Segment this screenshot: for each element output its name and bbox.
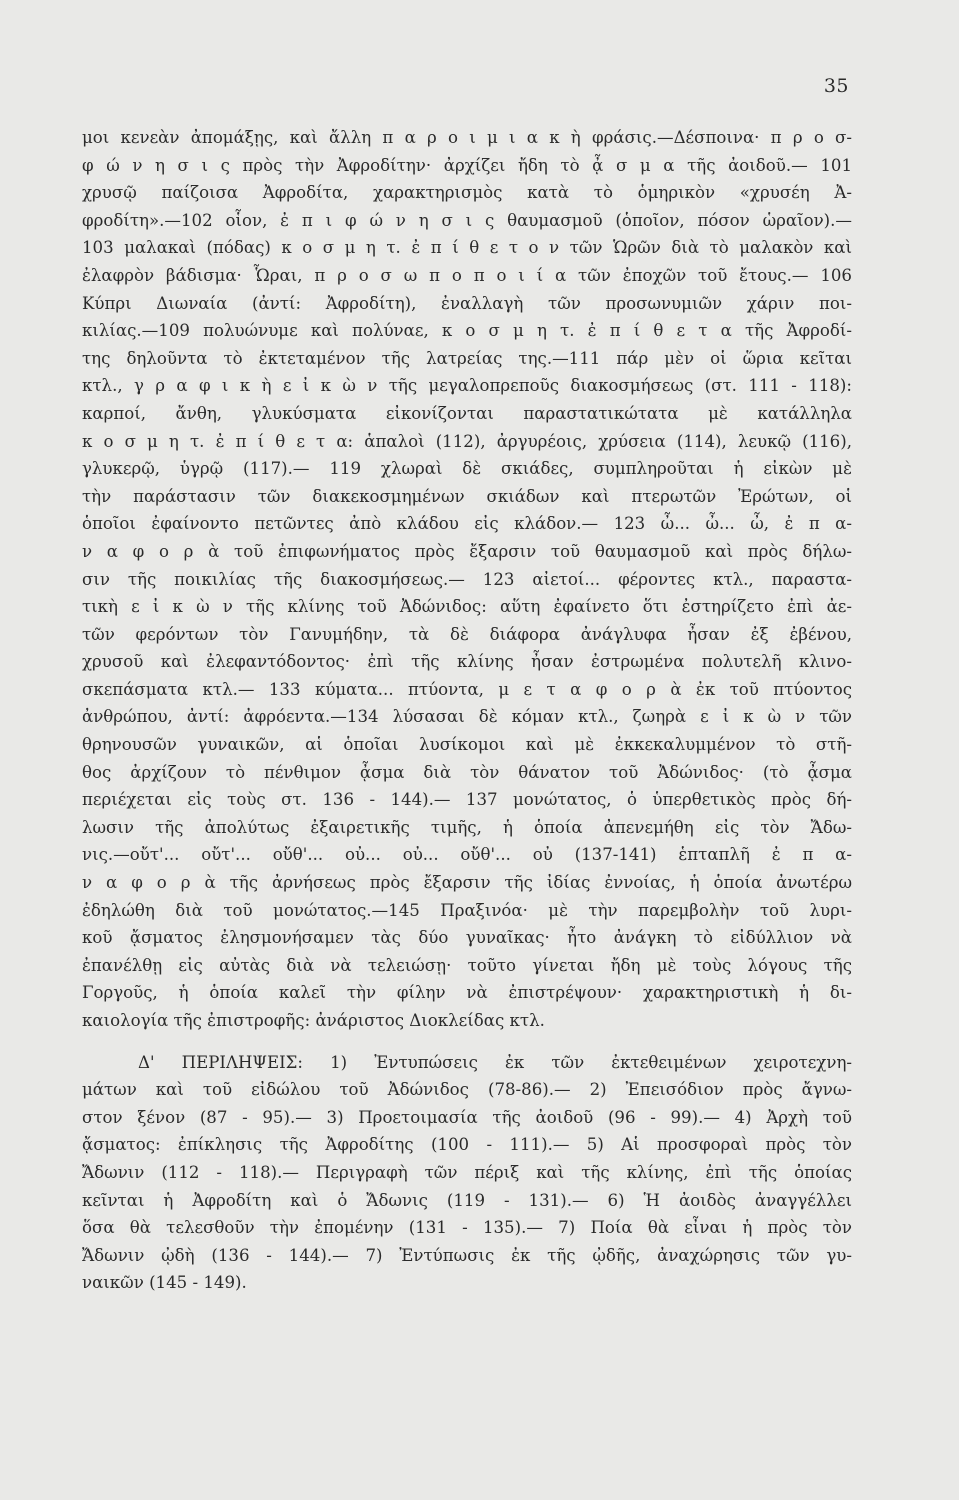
text-line: κιλίας.—109 πολυώνυμε καὶ πολύναε, κ ο σ μ η τ. ἐ π ί θ ε τ α τῆς Ἀφροδί- bbox=[82, 321, 852, 341]
text-line: ναικῶν (145 - 149). bbox=[82, 1273, 247, 1293]
text-line: ἐλαφρὸν βάδισμα· Ὧραι, π ρ ο σ ω π ο π ο ι ί α τῶν ἐποχῶν τοῦ ἔτους.— 106 bbox=[82, 265, 852, 285]
text-line: Γοργοῦς, ἡ ὁποία καλεῖ τὴν φίλην νὰ ἐπιστρέψουν· χαρακτηριστικὴ ἡ δι- bbox=[82, 983, 852, 1003]
text-line: ἐδηλώθη διὰ τοῦ μονώτατος.—145 Πραξινόα· μὲ τὴν παρεμβολὴν τοῦ λυρι- bbox=[82, 900, 852, 920]
text-line: μάτων καὶ τοῦ εἰδώλου τοῦ Ἀδώνιδος (78-86).— 2) Ἐπεισόδιον πρὸς ἄγνω- bbox=[82, 1080, 852, 1100]
text-line: Ἄδωνιν (112 - 118).— Περιγραφὴ τῶν πέριξ καὶ τῆς κλίνης, ἐπὶ τῆς ὁποίας bbox=[82, 1162, 852, 1182]
text-line: Δ' ΠΕΡΙΛΗΨΕΙΣ: 1) Ἐντυπώσεις ἐκ τῶν ἐκτεθειμένων χειροτεχνη- bbox=[138, 1052, 852, 1072]
text-line: της δηλοῦντα τὸ ἐκτεταμένον τῆς λατρείας της.—111 πάρ μὲν οἱ ὥρια κεῖται bbox=[82, 348, 852, 368]
text-line: κ ο σ μ η τ. ἐ π ί θ ε τ α: ἁπαλοὶ (112), ἀργυρέοις, χρύσεια (114), λευκῷ (116), bbox=[82, 431, 852, 451]
text-line: τικὴ ε ἰ κ ὼ ν τῆς κλίνης τοῦ Ἀδώνιδος: αὕτη ἐφαίνετο ὅτι ἐστηρίζετο ἐπὶ ἀε- bbox=[82, 597, 852, 617]
text-line: ν α φ ο ρ ὰ τοῦ ἐπιφωνήματος πρὸς ἔξαρσιν τοῦ θαυμασμοῦ καὶ πρὸς δήλω- bbox=[82, 541, 852, 561]
text-line: τῶν φερόντων τὸν Γανυμήδην, τὰ δὲ διάφορα ἀνάγλυφα ἦσαν ἐξ ἐβένου, bbox=[82, 624, 852, 644]
text-line: ν α φ ο ρ ὰ τῆς ἀρνήσεως πρὸς ἔξαρσιν τῆς ἰδίας ἐννοίας, ἡ ὁποία ἀνωτέρω bbox=[82, 873, 852, 893]
text-line: καρποί, ἄνθη, γλυκύσματα εἰκονίζονται παραστατικώτατα μὲ κατάλληλα bbox=[82, 403, 852, 423]
text-line: καιολογία τῆς ἐπιστροφῆς: ἀνάριστος Διοκλείδας κτλ. bbox=[82, 1011, 545, 1030]
text-line: φ ώ ν η σ ι ς πρὸς τὴν Ἀφροδίτην· ἀρχίζει ἤδη τὸ ᾆ σ μ α τῆς ἀοιδοῦ.— 101 bbox=[82, 155, 852, 175]
summary-paragraph bbox=[82, 1049, 852, 1297]
text-line: σιν τῆς ποικιλίας τῆς διακοσμήσεως.— 123 αἰετοί... φέροντες κτλ., παραστα- bbox=[82, 569, 852, 589]
text-line: 103 μαλακαὶ (πόδας) κ ο σ μ η τ. ἐ π ί θ ε τ ο ν τῶν Ὡρῶν διὰ τὸ μαλακὸν καὶ bbox=[82, 238, 852, 258]
text-line: Ἄδωνιν ᾠδὴ (136 - 144).— 7) Ἐντύπωσις ἐκ τῆς ᾠδῆς, ἀναχώρησις τῶν γυ- bbox=[82, 1245, 852, 1265]
commentary-paragraph bbox=[82, 124, 852, 1035]
text-line: κτλ., γ ρ α φ ι κ ὴ ε ἰ κ ὼ ν τῆς μεγαλοπρεποῦς διακοσμήσεως (στ. 111 - 118): bbox=[82, 376, 852, 396]
text-line: μοι κενεὰν ἀπομάξῃς, καὶ ἄλλη π α ρ ο ι μ ι α κ ὴ φράσις.—Δέσποινα· π ρ ο σ- bbox=[82, 128, 852, 147]
text-line: στον ξένον (87 - 95).— 3) Προετοιμασία τῆς ἀοιδοῦ (96 - 99).— 4) Ἀρχὴ τοῦ bbox=[82, 1107, 852, 1127]
text-line: ᾄσματος: ἐπίκλησις τῆς Ἀφροδίτης (100 - 111).— 5) Αἱ προσφοραὶ πρὸς τὸν bbox=[82, 1135, 852, 1155]
text-line: ὅσα θὰ τελεσθοῦν τὴν ἐπομένην (131 - 135).— 7) Ποία θὰ εἶναι ἡ πρὸς τὸν bbox=[82, 1218, 852, 1238]
text-line: γλυκερῷ, ὑγρῷ (117).— 119 χλωραὶ δὲ σκιάδες, συμπληροῦται ἡ εἰκὼν μὲ bbox=[82, 459, 852, 479]
text-line: λωσιν τῆς ἀπολύτως ἐξαιρετικῆς τιμῆς, ἡ ὁποία ἀπενεμήθη εἰς τὸν Ἄδω- bbox=[82, 817, 852, 837]
text-line: κοῦ ᾄσματος ἐλησμονήσαμεν τὰς δύο γυναῖκας· ἦτο ἀνάγκη τὸ εἰδύλλιον νὰ bbox=[82, 928, 852, 948]
text-line: θρηνουσῶν γυναικῶν, αἱ ὁποῖαι λυσίκομοι καὶ μὲ ἐκκεκαλυμμένον τὸ στῆ- bbox=[82, 735, 852, 755]
text-line: χρυσῷ παίζοισα Ἀφροδίτα, χαρακτηρισμὸς κατὰ τὸ ὁμηρικὸν «χρυσέη Ἀ- bbox=[82, 183, 852, 203]
text-line: ἐπανέλθῃ εἰς αὐτὰς διὰ νὰ τελειώσῃ· τοῦτο γίνεται ἤδη μὲ τοὺς λόγους τῆς bbox=[82, 955, 852, 975]
page-number: 35 bbox=[823, 75, 849, 97]
text-line: περιέχεται εἰς τοὺς στ. 136 - 144).— 137 μονώτατος, ὁ ὑπερθετικὸς πρὸς δή- bbox=[82, 790, 852, 810]
text-line: φροδίτη».—102 οἷον, ἐ π ι φ ώ ν η σ ι ς θαυμασμοῦ (ὁποῖον, πόσον ὡραῖον).— bbox=[82, 210, 852, 230]
section-gap bbox=[82, 1035, 852, 1049]
text-line: νις.—οὔτ'... οὔτ'... οὔθ'... οὐ... οὐ... οὔθ'... οὐ (137-141) ἑπταπλῆ ἐ π α- bbox=[82, 845, 852, 865]
text-line: θος ἀρχίζουν τὸ πένθιμον ᾆσμα διὰ τὸν θάνατον τοῦ Ἀδώνιδος· (τὸ ᾆσμα bbox=[82, 762, 852, 782]
text-line: Κύπρι Διωναία (ἀντί: Ἀφροδίτη), ἐναλλαγὴ τῶν προσωνυμιῶν χάριν ποι- bbox=[82, 293, 852, 313]
page-body bbox=[82, 124, 852, 1297]
text-line: κεῖνται ἡ Ἀφροδίτη καὶ ὁ Ἄδωνις (119 - 131).— 6) Ἡ ἀοιδὸς ἀναγγέλλει bbox=[82, 1190, 852, 1210]
text-line: ὁποῖοι ἐφαίνοντο πετῶντες ἀπὸ κλάδου εἰς κλάδον.— 123 ὦ... ὦ... ὦ, ἐ π α- bbox=[82, 514, 852, 534]
text-line: τὴν παράστασιν τῶν διακεκοσμημένων σκιάδων καὶ πτερωτῶν Ἐρώτων, οἱ bbox=[82, 486, 852, 506]
text-line: σκεπάσματα κτλ.— 133 κύματα... πτύοντα, μ ε τ α φ ο ρ ὰ ἐκ τοῦ πτύοντος bbox=[82, 679, 852, 699]
text-line: χρυσοῦ καὶ ἐλεφαντόδοντος· ἐπὶ τῆς κλίνης ἦσαν ἐστρωμένα πολυτελῆ κλινο- bbox=[82, 652, 852, 672]
text-line: ἀνθρώπου, ἀντί: ἀφρόεντα.—134 λύσασαι δὲ κόμαν κτλ., ζωηρὰ ε ἰ κ ὼ ν τῶν bbox=[82, 707, 852, 727]
